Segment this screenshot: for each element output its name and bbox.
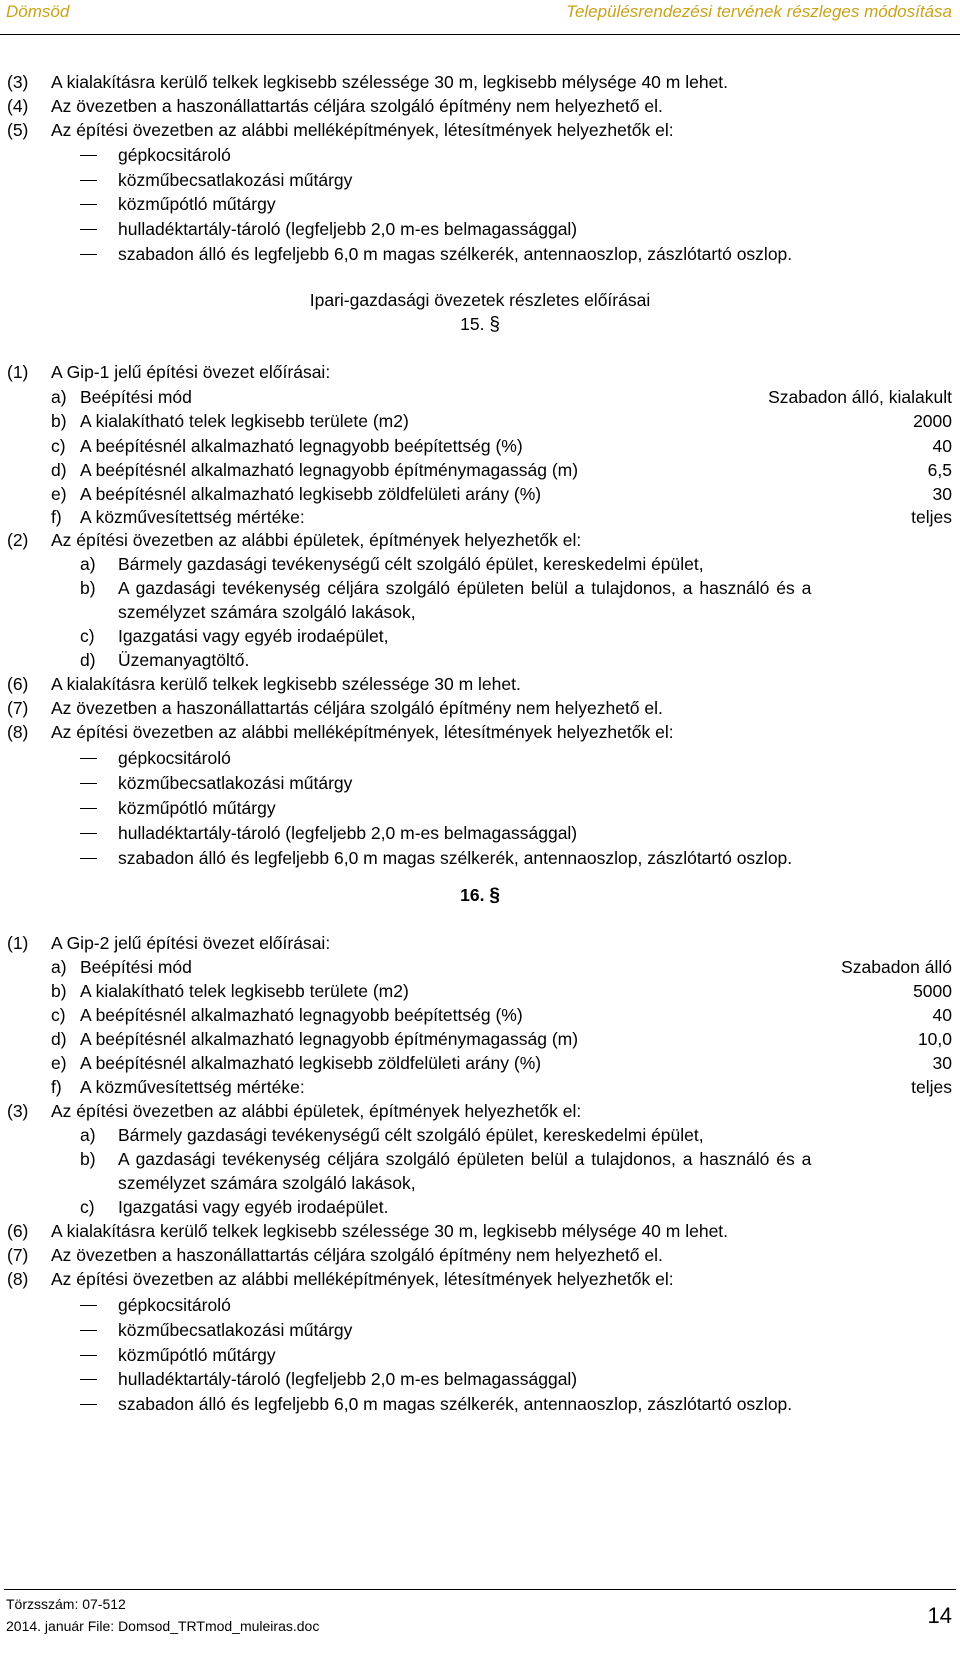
paragraph-sign: § bbox=[489, 885, 500, 906]
dash-bullet bbox=[80, 1404, 97, 1405]
dash-bullet bbox=[80, 758, 97, 759]
header-rule bbox=[0, 34, 960, 35]
dash-bullet bbox=[80, 155, 97, 156]
dash-bullet bbox=[80, 833, 97, 834]
paragraph-sign: § bbox=[489, 314, 500, 335]
dash-bullet bbox=[80, 1330, 97, 1331]
section-title: Ipari-gazdasági övezetek részletes előírásai bbox=[309, 290, 651, 310]
dash-bullet bbox=[80, 1305, 97, 1306]
dash-bullet bbox=[80, 858, 97, 859]
dash-bullet bbox=[80, 254, 97, 255]
dash-bullet bbox=[80, 783, 97, 784]
running-header bbox=[0, 0, 960, 38]
page-number: 14 bbox=[927, 1603, 952, 1628]
page-footer bbox=[0, 1589, 960, 1666]
footer-rule bbox=[4, 1589, 956, 1590]
section-number: 15. bbox=[460, 314, 485, 334]
footer-file-info: 2014. január File: Domsod_TRTmod_muleiras.doc bbox=[6, 1618, 320, 1634]
dash-bullet bbox=[80, 1379, 97, 1380]
document-page: Dömsöd Településrendezési tervének részleges módosítása (3) A kialakításra kerülő telkek legkisebb szélessége 30 m, legkisebb mélysége 40 m lehet. (4) Az övezetben a haszonállattartás céljára szolgáló építmény nem helyezhető el. (5) Az építési övezetben az alábbi melléképítmények, létesítmények helyezhetők el: gépkocsitároló közműbecsatlakozási műtárgy közműpótló műtárgy hulladéktartály-tároló (legfeljebb 2,0 m-es belmagassággal) szabadon álló és legfeljebb 6,0 m magas szélkerék, antennaoszlop, zászlótartó oszlop. Ipari-gazdasági övezetek részletes előírásai 15. § (1) A Gip-1 jelű építési övezet előírásai: a) Beépítési mód Szabadon álló, kialakult b) A kialakítható telek legkisebb területe (m2) 2000 c) A beépítésnél alkalmazható legnagyobb beépítettség (%) 40 d) A beépítésnél alkalmazható legnagyobb építménymagasság (m) 6,5 e) A beépítésnél alkalmazható legkisebb zöldfelületi arány (%) 30 f) A közművesítettség mértéke: teljes (2) Az építési övezetben az alábbi épületek, építmények helyezhetők el: a) Bármely gazdasági tevékenységű célt szolgáló épület, kereskedelmi épület, b) A gazdasági tevékenység céljára szolgáló épületen belül a tulajdonos, a használó és a személyzet számára szolgáló lakások, c) Igazgatási vagy egyéb irodaépület, d) Üzemanyagtöltő. (6) A kialakításra kerülő telkek legkisebb szélessége 30 m lehet. (7) Az övezetben a haszonállattartás céljára szolgáló építmény nem helyezhető el. (8) Az építési övezetben az alábbi melléképítmények, létesítmények helyezhetők el: gépkocsitároló közműbecsatlakozási műtárgy közműpótló műtárgy hulladéktartály-tároló (legfeljebb 2,0 m-es belmagassággal) szabadon álló és legfeljebb 6,0 m magas szélkerék, antennaoszlop, zászlótartó oszlop. 16. § (1) A Gip-2 jelű építési övezet előírásai: a) Beépítési mód Szabadon álló b) A kialakítható telek legkisebb területe (m2) 5000 c) A beépítésnél alkalmazható legnagyobb beépítettség (%) 40 d) A beépítésnél alkalmazható legnagyobb építménymagasság (m) 10,0 e) A beépítésnél alkalmazható legkisebb zöldfelületi arány (%) 30 f) A közművesítettség mértéke: teljes (3) Az építési övezetben az alábbi épületek, építmények helyezhetők el: a) Bármely gazdasági tevékenységű célt szolgáló épület, kereskedelmi épület, b) A gazdasági tevékenység céljára szolgáló épületen belül a tulajdonos, a használó és a személyzet számára szolgáló lakások, c) Igazgatási vagy egyéb irodaépület. (6) A kialakításra kerülő telkek legkisebb szélessége 30 m, legkisebb mélysége 40 m lehet. (7) Az övezetben a haszonállattartás céljára szolgáló építmény nem helyezhető el. (8) Az építési övezetben az alábbi melléképítmények, létesítmények helyezhetők el: gépkocsitároló közműbecsatlakozási műtárgy közműpótló műtárgy hulladéktartály-tároló (legfeljebb 2,0 m-es belmagassággal) szabadon álló és legfeljebb 6,0 m magas szélkerék, antennaoszlop, zászlótartó oszlop. Törzsszám: 07-512 2014. január File: Domsod_TRTmod_muleiras.doc 14 bbox=[0, 0, 960, 1666]
section-16-heading bbox=[0, 884, 960, 907]
footer-registry-number: Törzsszám: 07-512 bbox=[6, 1596, 126, 1612]
header-document-title: Településrendezési tervének részleges módosítása bbox=[566, 2, 952, 21]
header-municipality: Dömsöd bbox=[6, 2, 70, 21]
dash-bullet bbox=[80, 180, 97, 181]
dash-bullet bbox=[80, 808, 97, 809]
section-15-heading bbox=[0, 313, 960, 336]
dash-bullet bbox=[80, 229, 97, 230]
section-number: 16. bbox=[460, 885, 485, 905]
dash-bullet bbox=[80, 1355, 97, 1356]
dash-bullet bbox=[80, 204, 97, 205]
